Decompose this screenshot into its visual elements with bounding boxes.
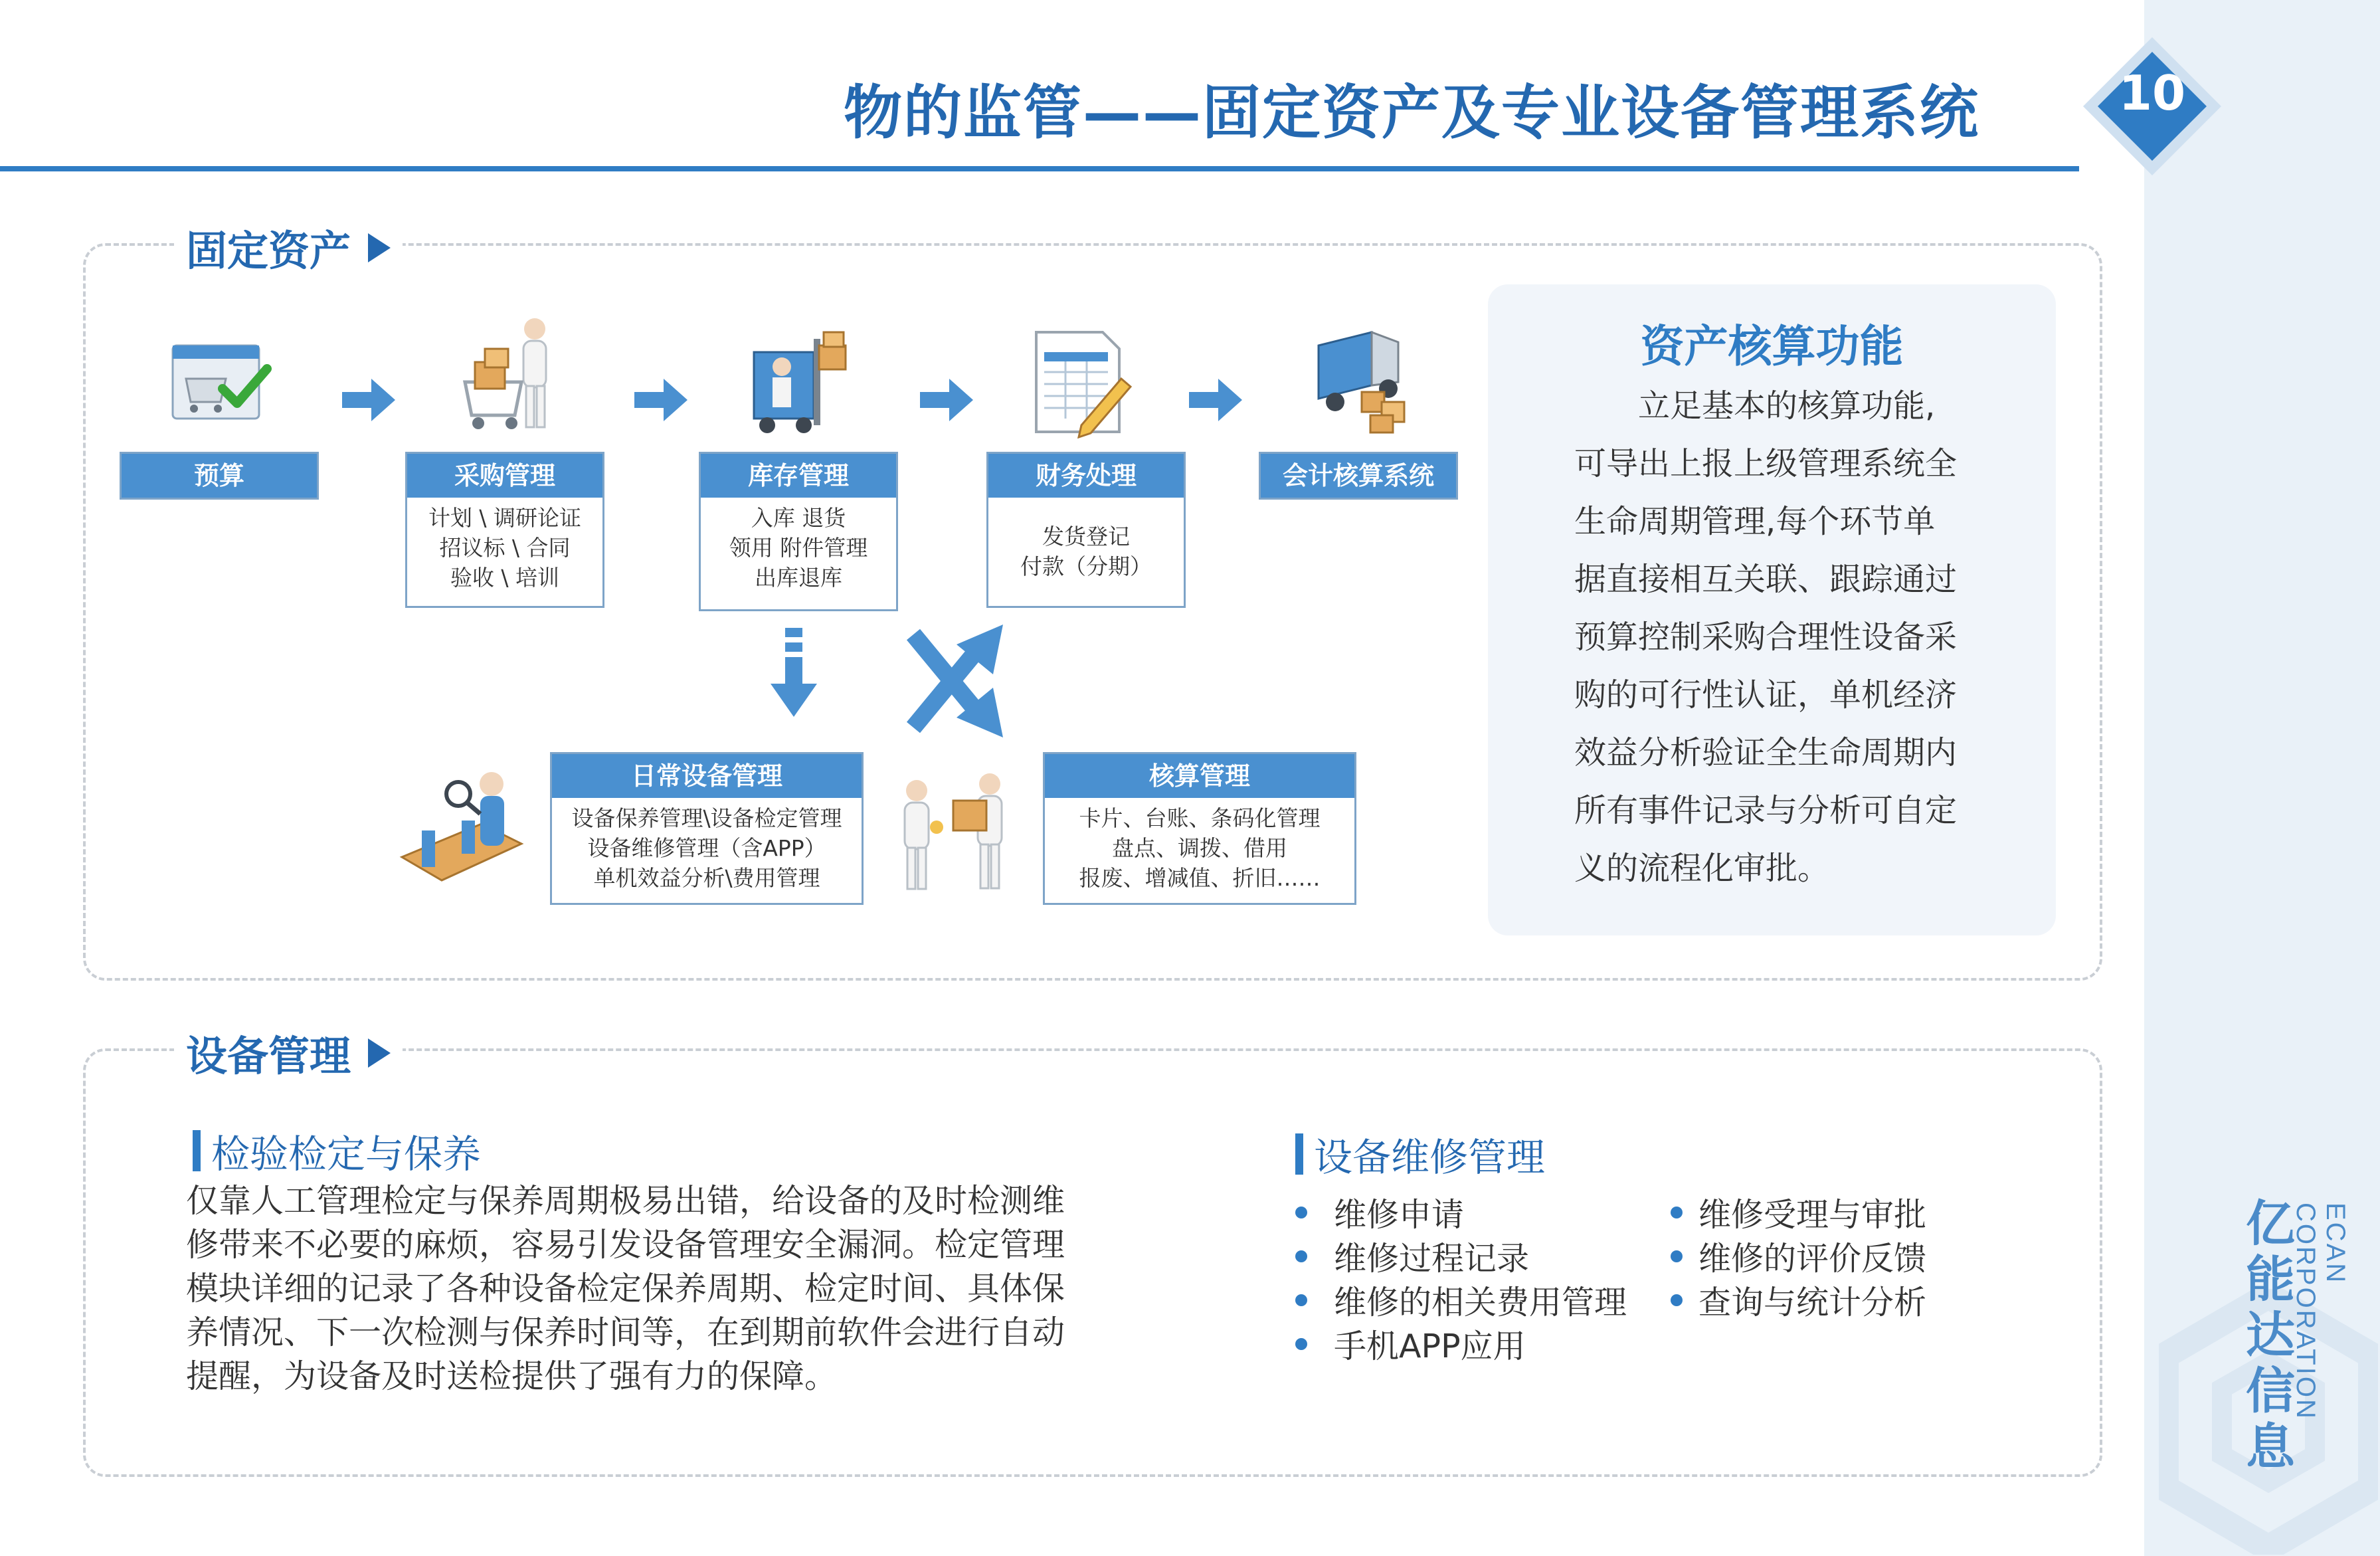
inspection-heading (193, 1123, 481, 1179)
bullet-dot-icon (1671, 1294, 1683, 1306)
repair-list-item (1671, 1189, 1926, 1236)
bullet-dot-icon (1295, 1294, 1307, 1306)
flow-node-line: 卡片、台账、条码化管理 (1079, 805, 1321, 831)
flow-node-line: 设备维修管理（含APP） (587, 835, 826, 861)
flow-node-budget (120, 452, 319, 500)
repair-list-item (1295, 1189, 1464, 1236)
repair-item-label: 维修的相关费用管理 (1334, 1284, 1627, 1321)
repair-heading (1295, 1126, 1545, 1182)
flow-node-accounting-system (1259, 452, 1458, 500)
flow-arrow-down-icon (771, 628, 817, 718)
repair-item-label: 维修过程记录 (1334, 1240, 1530, 1278)
flow-node-title: 财务处理 (988, 454, 1184, 498)
inspection-line: 模块详细的记录了各种设备检定保养周期、检定时间、具体保 (186, 1270, 1065, 1308)
flow-node-accounting-management (1043, 752, 1356, 905)
flow-node-line: 设备保养管理\设备检定管理 (571, 805, 842, 831)
inspection-worker-icon (395, 757, 528, 897)
inspection-line: 提醒，为设备及时送检提供了强有力的保障。 (186, 1357, 838, 1395)
heading-bar-icon (1295, 1133, 1303, 1175)
flow-arrow-right-icon (634, 379, 687, 421)
panel-line: 可导出上报上级管理系统全 (1574, 445, 1958, 482)
panel-line: 据直接相互关联、跟踪通过 (1574, 561, 1958, 598)
flow-node-line: 计划 \ 调研论证 (428, 505, 582, 531)
flow-node-title: 日常设备管理 (552, 754, 862, 798)
flow-node-line: 付款（分期） (1020, 553, 1152, 579)
flow-node-purchase (405, 452, 604, 608)
panel-line: 生命周期管理,每个环节单 (1574, 503, 1936, 540)
inspection-text (186, 1179, 1065, 1399)
budget-cart-icon (159, 326, 279, 432)
bullet-dot-icon (1671, 1250, 1683, 1262)
repair-item-label: 维修受理与审批 (1698, 1196, 1927, 1234)
flow-node-finance (986, 452, 1186, 608)
inspection-line: 修带来不必要的麻烦，容易引发设备管理安全漏洞。检定管理 (186, 1226, 1065, 1264)
asset-accounting-title: 资产核算功能 (1640, 321, 1904, 372)
bullet-dot-icon (1295, 1207, 1307, 1218)
inspection-line: 养情况、下一次检测与保养时间等，在到期前软件会进行自动 (186, 1313, 1065, 1351)
flow-node-title: 会计核算系统 (1261, 454, 1456, 498)
bullet-dot-icon (1295, 1338, 1307, 1350)
asset-accounting-text (1574, 377, 1973, 898)
asset-accounting-panel (1488, 284, 2056, 935)
panel-line: 预算控制采购合理性设备采 (1574, 619, 1958, 656)
delivery-truck-icon (1299, 319, 1418, 438)
flow-node-title: 核算管理 (1045, 754, 1354, 798)
inspection-title: 检验检定与保养 (211, 1131, 482, 1177)
flow-node-line: 领用 附件管理 (729, 535, 868, 561)
handover-people-icon (890, 764, 1016, 904)
flow-node-title: 采购管理 (407, 454, 602, 498)
brand-name-cn: 亿能达信息 (2246, 1195, 2295, 1476)
panel-line: 效益分析验证全生命周期内 (1574, 734, 1958, 771)
flow-arrow-right-icon (920, 379, 973, 421)
header-divider (0, 166, 2079, 171)
purchase-worker-icon (452, 309, 571, 442)
repair-list-item (1295, 1277, 1627, 1323)
cross-arrows-icon (900, 618, 1013, 744)
equipment-heading (174, 1023, 403, 1082)
repair-title: 设备维修管理 (1314, 1135, 1546, 1180)
brand-name-en: ECAN CORPORATION (2291, 1203, 2350, 1420)
bullet-dot-icon (1671, 1207, 1683, 1218)
play-triangle-icon (368, 1038, 391, 1068)
panel-line: 义的流程化审批。 (1574, 850, 1830, 887)
flow-node-line: 盘点、调拨、借用 (1112, 835, 1287, 861)
flow-node-daily-equipment (550, 752, 864, 905)
equipment-title: 设备管理 (186, 1032, 351, 1080)
page-number: 10 (2118, 65, 2186, 121)
flow-node-title: 库存管理 (701, 454, 896, 498)
flow-node-line: 单机效益分析\费用管理 (593, 865, 820, 891)
heading-bar-icon (193, 1130, 201, 1171)
flow-node-inventory (699, 452, 898, 611)
fixed-assets-title: 固定资产 (186, 227, 351, 275)
panel-line: 所有事件记录与分析可自定 (1574, 792, 1958, 829)
flow-node-line: 入库 退货 (751, 505, 846, 531)
panel-line: 立足基本的核算功能, (1574, 387, 1936, 425)
repair-item-label: 维修的评价反馈 (1698, 1240, 1927, 1278)
fixed-assets-heading (174, 218, 403, 277)
flow-node-line: 出库退库 (755, 565, 842, 591)
flow-arrow-right-icon (1189, 379, 1242, 421)
play-triangle-icon (368, 233, 391, 262)
spreadsheet-pencil-icon (1023, 326, 1136, 438)
flow-node-line: 报废、增减值、折旧…… (1079, 865, 1321, 891)
flow-arrow-right-icon (342, 379, 395, 421)
repair-item-label: 维修申请 (1334, 1196, 1465, 1234)
inspection-line: 仅靠人工管理检定与保养周期极易出错，给设备的及时检测维 (186, 1182, 1065, 1220)
panel-line: 购的可行性认证，单机经济 (1574, 676, 1958, 714)
repair-list-item (1295, 1233, 1529, 1280)
flow-node-line: 验收 \ 培训 (450, 565, 560, 591)
flow-node-line: 发货登记 (1042, 524, 1130, 549)
bullet-dot-icon (1295, 1250, 1307, 1262)
repair-list-item (1671, 1233, 1926, 1280)
repair-item-label: 手机APP应用 (1334, 1327, 1526, 1365)
page-title: 物的监管——固定资产及专业设备管理系统 (844, 78, 1980, 147)
repair-list-item (1295, 1321, 1526, 1367)
flow-node-line: 招议标 \ 合同 (439, 535, 571, 561)
repair-item-label: 查询与统计分析 (1698, 1284, 1927, 1321)
flow-node-title: 预算 (122, 454, 317, 498)
repair-list-item (1671, 1277, 1926, 1323)
warehouse-forklift-icon (741, 326, 854, 438)
